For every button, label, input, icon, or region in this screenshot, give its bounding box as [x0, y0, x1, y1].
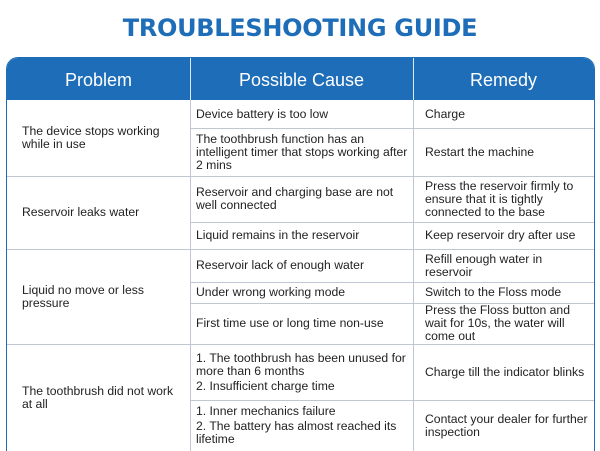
cause-cell	[196, 100, 408, 128]
remedy-text: Charge	[425, 106, 465, 121]
remedy-cell	[425, 400, 590, 451]
remedy-text: Refill enough water in reservoir	[425, 251, 543, 279]
cause-cell	[196, 222, 410, 249]
cause-text: 1. The toothbrush has been unused for more than 6 months	[196, 350, 406, 378]
cause-cell	[196, 282, 410, 303]
troubleshooting-table	[6, 57, 595, 451]
remedy-cell	[425, 344, 590, 400]
remedy-text: Contact your dealer for further inspection	[425, 411, 588, 439]
remedy-cell	[425, 303, 592, 344]
remedy-cell	[425, 249, 590, 282]
cause-text: 2. Insufficient charge time	[196, 378, 335, 393]
column-divider	[413, 100, 414, 451]
table-header	[7, 58, 594, 100]
cause-text: Under wrong working mode	[196, 285, 346, 299]
problem-cell	[22, 344, 184, 451]
problem-text: Liquid no move or less pressure	[22, 282, 144, 310]
cause-text: Liquid remains in the reservoir	[196, 228, 360, 242]
cause-text: First time use or long time non-use	[196, 316, 384, 330]
remedy-text: Keep reservoir dry after use	[425, 228, 576, 242]
problem-cell	[22, 249, 184, 344]
problem-cell	[22, 100, 184, 176]
remedy-cell	[425, 176, 590, 222]
problem-text: Reservoir leaks water	[22, 205, 140, 219]
header-divider	[413, 58, 414, 100]
cause-cell	[196, 176, 410, 222]
cause-cell	[196, 128, 410, 176]
cause-cell	[196, 249, 410, 282]
header-problem: Problem	[64, 70, 133, 90]
cause-text: 1. Inner mechanics failure	[196, 404, 336, 418]
cause-text: Reservoir and charging base are not well connected	[196, 185, 394, 212]
cause-text: The toothbrush function has an intelligent timer that stops working after 2 mins	[196, 131, 408, 172]
problem-text: The device stops working while in use	[22, 124, 160, 151]
remedy-cell	[425, 128, 590, 176]
remedy-cell	[425, 222, 592, 249]
remedy-text: Switch to the Floss mode	[425, 285, 562, 299]
remedy-text: Charge till the indicator blinks	[425, 364, 585, 379]
header-remedy: Remedy	[469, 70, 538, 90]
cause-text: Reservoir lack of enough water	[196, 258, 365, 272]
remedy-text: Restart the machine	[425, 144, 535, 159]
page-title: TROUBLESHOOTING GUIDE	[122, 14, 478, 42]
cause-cell	[196, 400, 408, 451]
cause-text: Device battery is too low	[196, 106, 329, 121]
column-divider	[190, 100, 191, 451]
remedy-text: Press the Floss button and wait for 10s, the water will come out	[425, 303, 570, 343]
cause-cell	[196, 303, 410, 344]
cause-text: 2. The battery has almost reached its lifetime	[196, 419, 397, 446]
remedy-cell	[425, 100, 590, 128]
cause-cell	[196, 344, 408, 400]
problem-text: The toothbrush did not work at all	[22, 383, 174, 411]
problem-cell	[22, 176, 184, 249]
remedy-cell	[425, 282, 590, 303]
remedy-text: Press the reservoir firmly to ensure that it is tightly connected to the base	[425, 178, 574, 219]
header-divider	[190, 58, 191, 100]
header-possible-cause: Possible Cause	[238, 70, 365, 90]
